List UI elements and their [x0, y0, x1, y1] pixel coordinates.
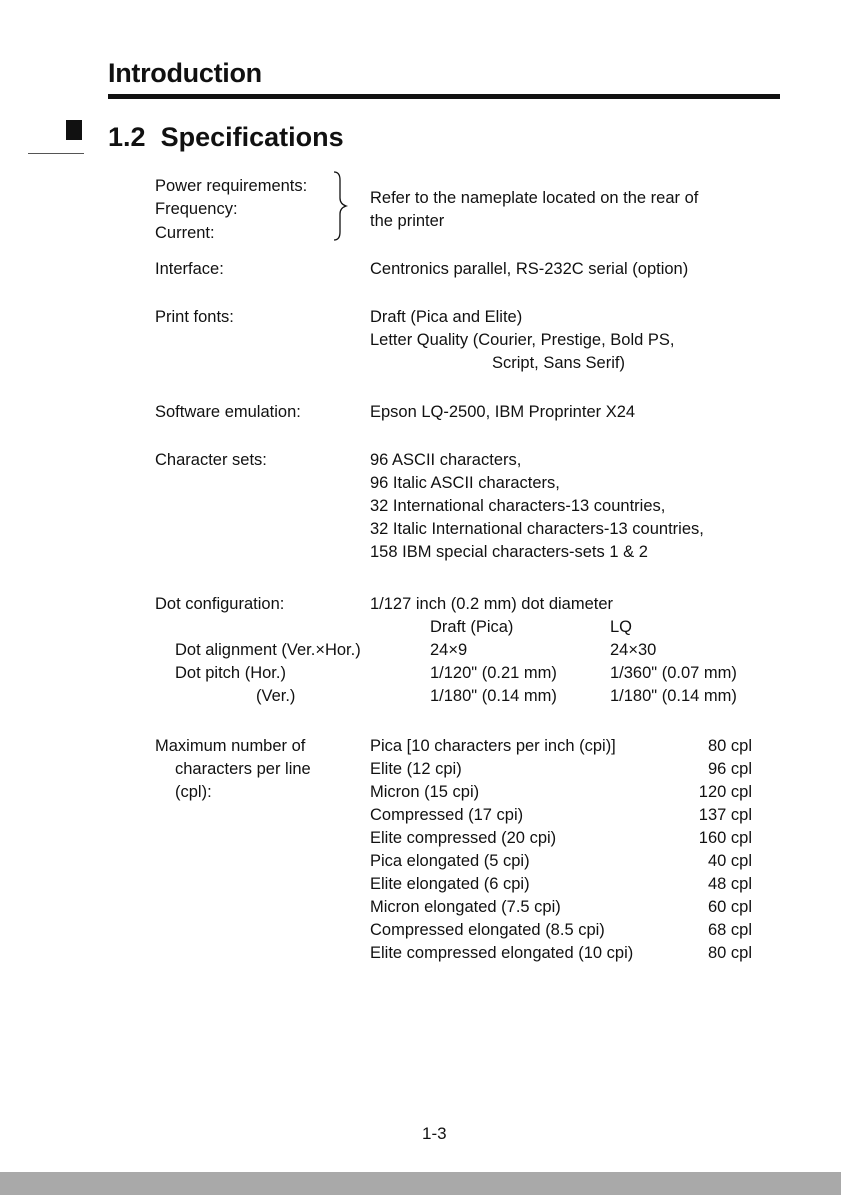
cpl-mode: Pica elongated (5 cpi) — [370, 852, 530, 870]
cpl-value: 120 cpl — [698, 783, 752, 801]
current-label: Current: — [155, 224, 215, 242]
frequency-label: Frequency: — [155, 200, 238, 218]
page-header-title: Introduction — [108, 58, 262, 88]
print-fonts-line: Draft (Pica and Elite) — [370, 308, 523, 326]
cpl-value: 160 cpl — [698, 829, 752, 847]
cpl-mode: Micron elongated (7.5 cpi) — [370, 898, 561, 916]
section-title: Specifications — [160, 122, 344, 152]
section-heading — [108, 122, 344, 153]
cpl-value: 68 cpl — [707, 921, 752, 939]
dot-pitch-ver-lq: 1/180" (0.14 mm) — [610, 687, 737, 705]
character-set-line: 158 IBM special characters-sets 1 & 2 — [370, 543, 648, 561]
power-value-line: the printer — [370, 212, 445, 230]
cpl-mode: Compressed (17 cpi) — [370, 806, 524, 824]
dot-pitch-label: Dot pitch (Hor.) — [175, 664, 286, 682]
dot-column-lq: LQ — [610, 618, 633, 636]
software-emulation-value: Epson LQ-2500, IBM Proprinter X24 — [370, 403, 636, 421]
power-requirements-label: Power requirements: — [155, 177, 308, 195]
power-value-line: Refer to the nameplate located on the rear of — [370, 189, 699, 207]
dot-alignment-draft: 24×9 — [430, 641, 468, 659]
print-fonts-label: Print fonts: — [155, 308, 234, 326]
cpl-mode: Elite elongated (6 cpi) — [370, 875, 530, 893]
cpl-value: 40 cpl — [707, 852, 752, 870]
cpl-label: (cpl): — [175, 783, 212, 801]
interface-value: Centronics parallel, RS-232C serial (option) — [370, 260, 689, 278]
print-fonts-line: Script, Sans Serif) — [492, 354, 625, 372]
cpl-mode: Micron (15 cpi) — [370, 783, 480, 801]
header-rule — [108, 94, 780, 99]
dot-pitch-ver-label: (Ver.) — [256, 687, 296, 705]
dot-pitch-hor-draft: 1/120" (0.21 mm) — [430, 664, 557, 682]
cpl-value: 80 cpl — [707, 737, 752, 755]
character-set-line: 32 International characters-13 countries, — [370, 497, 666, 515]
cpl-label: characters per line — [175, 760, 311, 778]
cpl-value: 80 cpl — [707, 944, 752, 962]
section-bullet-icon — [66, 120, 82, 140]
dot-configuration-value: 1/127 inch (0.2 mm) dot diameter — [370, 595, 614, 613]
software-emulation-label: Software emulation: — [155, 403, 301, 421]
dot-pitch-ver-draft: 1/180" (0.14 mm) — [430, 687, 557, 705]
dot-configuration-label: Dot configuration: — [155, 595, 285, 613]
right-brace-icon — [328, 170, 358, 242]
dot-column-draft: Draft (Pica) — [430, 618, 514, 636]
cpl-mode: Elite compressed elongated (10 cpi) — [370, 944, 634, 962]
cpl-value: 60 cpl — [707, 898, 752, 916]
character-set-line: 96 Italic ASCII characters, — [370, 474, 560, 492]
character-sets-label: Character sets: — [155, 451, 267, 469]
cpl-mode: Elite (12 cpi) — [370, 760, 462, 778]
cpl-value: 137 cpl — [698, 806, 752, 824]
interface-label: Interface: — [155, 260, 224, 278]
scan-footer-bar — [0, 1172, 841, 1195]
character-set-line: 96 ASCII characters, — [370, 451, 522, 469]
dot-pitch-hor-lq: 1/360" (0.07 mm) — [610, 664, 737, 682]
cpl-value: 48 cpl — [707, 875, 752, 893]
dot-alignment-lq: 24×30 — [610, 641, 657, 659]
cpl-value: 96 cpl — [707, 760, 752, 778]
dot-alignment-label: Dot alignment (Ver.×Hor.) — [175, 641, 361, 659]
page-number: 1-3 — [422, 1124, 447, 1143]
cpl-mode: Compressed elongated (8.5 cpi) — [370, 921, 605, 939]
cpl-label: Maximum number of — [155, 737, 306, 755]
character-set-line: 32 Italic International characters-13 countries, — [370, 520, 704, 538]
cpl-mode: Elite compressed (20 cpi) — [370, 829, 557, 847]
section-number: 1.2 — [108, 122, 146, 152]
print-fonts-line: Letter Quality (Courier, Prestige, Bold PS, — [370, 331, 675, 349]
margin-rule — [28, 153, 84, 154]
cpl-mode: Pica [10 characters per inch (cpi)] — [370, 737, 616, 755]
